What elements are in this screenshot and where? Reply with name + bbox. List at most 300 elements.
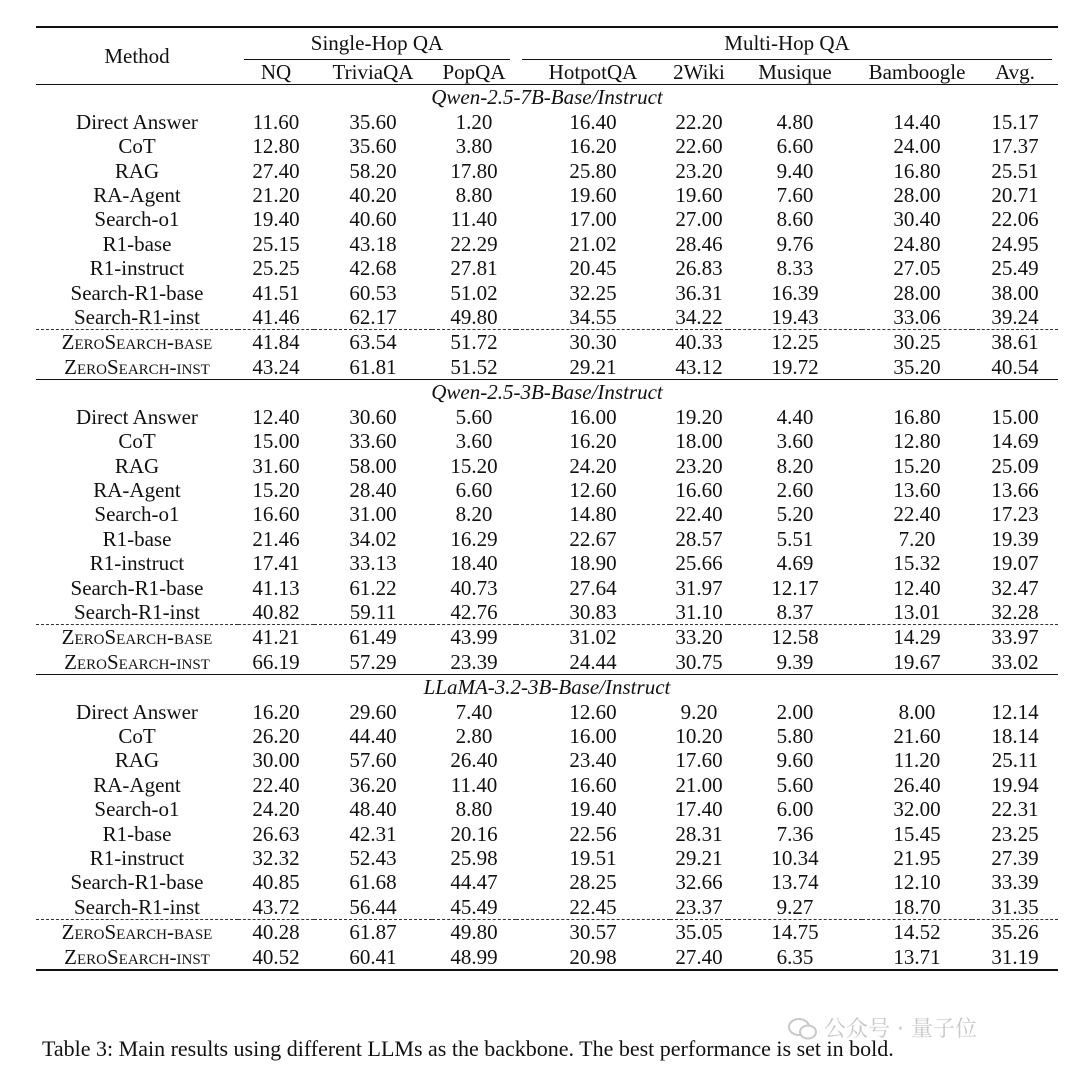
method-name: RAG (114, 748, 160, 773)
score-cell: 4.40 (776, 404, 814, 429)
score-cell: 13.66 (991, 477, 1039, 502)
watermark-text: 公众号 · 量子位 (824, 1017, 977, 1042)
score-cell: 27.64 (569, 575, 617, 600)
score-cell: 11.40 (450, 207, 498, 232)
score-cell: 19.51 (569, 846, 617, 870)
column-header: PopQA (442, 60, 506, 84)
model-group-label: Qwen-2.5-3B-Base/Instruct (431, 380, 663, 405)
score-cell: 16.20 (569, 429, 617, 454)
score-cell: 59.11 (349, 599, 397, 624)
score-cell: 8.37 (776, 599, 814, 624)
table-row (36, 110, 1058, 134)
score-cell: 8.20 (776, 453, 814, 478)
method-name: RAG (114, 158, 160, 183)
score-cell: 9.20 (680, 699, 718, 724)
score-cell: 49.80 (432, 920, 516, 945)
score-cell: 58.00 (349, 453, 397, 478)
score-cell: 24.20 (252, 797, 300, 822)
table-row (36, 920, 1058, 945)
score-cell: 19.40 (252, 207, 300, 232)
score-cell: 41.21 (238, 625, 314, 650)
column-header: 2Wiki (673, 60, 725, 84)
score-cell: 29.21 (675, 846, 723, 870)
score-cell: 60.53 (349, 280, 397, 305)
table-row (36, 822, 1058, 846)
score-cell: 9.76 (776, 231, 814, 256)
score-cell: 10.20 (675, 723, 723, 748)
table-row (36, 650, 1058, 675)
score-cell: 12.10 (893, 870, 941, 895)
score-cell: 27.39 (991, 846, 1039, 870)
model-group-title (36, 380, 1058, 405)
score-cell: 34.02 (349, 526, 397, 551)
table-caption: Table 3: Main results using different LLMs as the backbone. The best performance is set in bold. (42, 1036, 894, 1061)
method-name: R1-instruct (89, 256, 185, 281)
score-cell: 22.20 (675, 109, 723, 134)
score-cell: 40.54 (991, 354, 1039, 379)
score-cell: 51.52 (450, 354, 498, 379)
score-cell: 31.19 (991, 944, 1039, 969)
score-cell: 49.80 (450, 305, 498, 330)
score-cell: 17.37 (991, 134, 1039, 159)
score-cell: 16.60 (569, 772, 617, 797)
score-cell: 18.00 (675, 429, 723, 454)
method-name: CoT (118, 429, 156, 454)
score-cell: 14.29 (862, 625, 972, 650)
score-cell: 24.80 (893, 231, 941, 256)
score-cell: 21.20 (252, 183, 300, 208)
score-cell: 14.52 (862, 920, 972, 945)
score-cell: 33.13 (349, 551, 397, 576)
score-cell: 25.15 (252, 231, 300, 256)
score-cell: 17.60 (675, 748, 723, 773)
score-cell: 19.20 (675, 404, 723, 429)
score-cell: 30.57 (516, 920, 670, 945)
score-cell: 9.40 (776, 158, 814, 183)
score-cell: 20.45 (569, 256, 617, 281)
score-cell: 28.25 (569, 870, 617, 895)
score-cell: 15.45 (893, 821, 941, 846)
method-name: R1-base (102, 821, 172, 846)
score-cell: 57.29 (349, 649, 397, 674)
score-cell: 14.40 (893, 109, 941, 134)
table-row (36, 478, 1058, 502)
score-cell: 12.25 (728, 330, 862, 355)
score-cell: 33.39 (991, 870, 1039, 895)
table-row (36, 159, 1058, 183)
score-cell: 33.97 (972, 625, 1058, 650)
score-cell: 57.60 (349, 748, 397, 773)
score-cell: 16.60 (675, 477, 723, 502)
score-cell: 9.39 (776, 649, 814, 674)
score-cell: 12.40 (252, 404, 300, 429)
score-cell: 22.40 (252, 772, 300, 797)
score-cell: 11.20 (893, 748, 941, 773)
score-cell: 5.51 (776, 526, 814, 551)
table-row (36, 895, 1058, 920)
score-cell: 61.87 (314, 920, 432, 945)
score-cell: 26.83 (675, 256, 723, 281)
score-cell: 30.30 (516, 330, 670, 355)
table-row (36, 502, 1058, 526)
score-cell: 16.00 (569, 723, 617, 748)
score-cell: 44.47 (450, 870, 498, 895)
score-cell: 61.22 (349, 575, 397, 600)
score-cell: 40.20 (349, 183, 397, 208)
score-cell: 44.40 (349, 723, 397, 748)
score-cell: 19.39 (991, 526, 1039, 551)
method-name: RA-Agent (93, 477, 181, 502)
score-cell: 40.28 (238, 920, 314, 945)
score-cell: 19.43 (771, 305, 819, 330)
table-row (36, 625, 1058, 650)
score-cell: 2.60 (776, 477, 814, 502)
method-header: Method (104, 44, 170, 68)
score-cell: 19.07 (991, 551, 1039, 576)
score-cell: 5.60 (776, 772, 814, 797)
method-name: R1-instruct (89, 551, 185, 576)
score-cell: 16.20 (252, 699, 300, 724)
score-cell: 25.09 (991, 453, 1039, 478)
score-cell: 35.60 (349, 109, 397, 134)
score-cell: 12.60 (569, 477, 617, 502)
score-cell: 6.60 (776, 134, 814, 159)
score-cell: 25.49 (991, 256, 1039, 281)
score-cell: 41.13 (252, 575, 300, 600)
method-name: ZeroSearch-base (36, 920, 238, 945)
score-cell: 35.26 (972, 920, 1058, 945)
score-cell: 58.20 (349, 158, 397, 183)
table-row (36, 305, 1058, 330)
method-name: Search-R1-inst (74, 894, 200, 919)
score-cell: 28.31 (675, 821, 723, 846)
method-name: Search-o1 (94, 797, 180, 822)
score-cell: 27.40 (675, 944, 723, 969)
score-cell: 43.12 (675, 354, 723, 379)
score-cell: 43.18 (349, 231, 397, 256)
method-name: Search-R1-inst (74, 305, 200, 330)
score-cell: 19.60 (675, 183, 723, 208)
score-cell: 19.40 (569, 797, 617, 822)
score-cell: 41.51 (252, 280, 300, 305)
model-group-title (36, 675, 1058, 700)
score-cell: 1.20 (455, 109, 493, 134)
score-cell: 2.00 (776, 699, 814, 724)
table-header (36, 27, 1058, 85)
score-cell: 15.32 (893, 551, 941, 576)
score-cell: 11.60 (252, 109, 300, 134)
table-row (36, 256, 1058, 280)
score-cell: 31.60 (252, 453, 300, 478)
column-header: HotpotQA (548, 60, 638, 84)
score-cell: 32.32 (252, 846, 300, 870)
score-cell: 7.40 (455, 699, 493, 724)
score-cell: 31.00 (349, 502, 397, 527)
method-name: Search-o1 (94, 207, 180, 232)
score-cell: 21.46 (252, 526, 300, 551)
score-cell: 24.20 (569, 453, 617, 478)
score-cell: 13.01 (893, 599, 941, 624)
score-cell: 16.80 (893, 158, 941, 183)
score-cell: 31.35 (991, 894, 1039, 919)
score-cell: 19.72 (771, 354, 819, 379)
score-cell: 48.99 (450, 944, 498, 969)
score-cell: 34.55 (569, 305, 617, 330)
table-row (36, 846, 1058, 870)
method-name: ZeroSearch-base (36, 625, 238, 650)
table-row (36, 429, 1058, 453)
score-cell: 23.40 (569, 748, 617, 773)
score-cell: 18.14 (991, 723, 1039, 748)
score-cell: 66.19 (252, 649, 300, 674)
score-cell: 26.20 (252, 723, 300, 748)
score-cell: 36.31 (675, 280, 723, 305)
results-table (36, 26, 1058, 971)
score-cell: 61.81 (349, 354, 397, 379)
score-cell: 30.40 (893, 207, 941, 232)
score-cell: 3.80 (455, 134, 493, 159)
score-cell: 40.60 (349, 207, 397, 232)
score-cell: 9.60 (776, 748, 814, 773)
score-cell: 20.71 (991, 183, 1039, 208)
table-row (36, 134, 1058, 158)
score-cell: 32.00 (893, 797, 941, 822)
table-row (36, 207, 1058, 231)
score-cell: 27.81 (450, 256, 498, 281)
score-cell: 60.41 (349, 944, 397, 969)
score-cell: 17.80 (450, 158, 498, 183)
score-cell: 30.60 (349, 404, 397, 429)
score-cell: 19.60 (569, 183, 617, 208)
score-cell: 32.28 (991, 599, 1039, 624)
method-name: RA-Agent (93, 183, 181, 208)
table-row (36, 281, 1058, 305)
method-name: Direct Answer (76, 109, 198, 134)
score-cell: 24.95 (991, 231, 1039, 256)
method-name: R1-base (102, 526, 172, 551)
score-cell: 5.20 (776, 502, 814, 527)
score-cell: 25.98 (450, 846, 498, 870)
score-cell: 63.54 (314, 330, 432, 355)
score-cell: 23.20 (675, 158, 723, 183)
score-cell: 41.46 (252, 305, 300, 330)
table-row (36, 870, 1058, 894)
score-cell: 12.14 (991, 699, 1039, 724)
table-row (36, 527, 1058, 551)
score-cell: 20.98 (569, 944, 617, 969)
score-cell: 30.83 (569, 599, 617, 624)
score-cell: 15.00 (252, 429, 300, 454)
score-cell: 19.67 (893, 649, 941, 674)
score-cell: 3.60 (455, 429, 493, 454)
score-cell: 26.40 (450, 748, 498, 773)
score-cell: 43.99 (432, 625, 516, 650)
table-row (36, 454, 1058, 478)
score-cell: 27.00 (675, 207, 723, 232)
score-cell: 8.60 (776, 207, 814, 232)
score-cell: 26.40 (893, 772, 941, 797)
score-cell: 52.43 (349, 846, 397, 870)
score-cell: 38.61 (972, 330, 1058, 355)
score-cell: 23.37 (675, 894, 723, 919)
score-cell: 23.20 (675, 453, 723, 478)
score-cell: 40.85 (252, 870, 300, 895)
score-cell: 3.60 (776, 429, 814, 454)
table-row (36, 797, 1058, 821)
score-cell: 22.40 (675, 502, 723, 527)
score-cell: 22.40 (893, 502, 941, 527)
score-cell: 13.60 (893, 477, 941, 502)
column-header: NQ (260, 60, 292, 84)
score-cell: 19.94 (991, 772, 1039, 797)
score-cell: 33.06 (893, 305, 941, 330)
score-cell: 16.29 (450, 526, 498, 551)
table-row (36, 183, 1058, 207)
score-cell: 4.80 (776, 109, 814, 134)
score-cell: 22.60 (675, 134, 723, 159)
method-name: ZeroSearch-inst (64, 944, 210, 969)
score-cell: 7.60 (776, 183, 814, 208)
score-cell: 40.33 (670, 330, 728, 355)
method-name: ZeroSearch-base (36, 330, 238, 355)
score-cell: 2.80 (455, 723, 493, 748)
table-row (36, 551, 1058, 575)
score-cell: 23.25 (991, 821, 1039, 846)
score-cell: 14.80 (569, 502, 617, 527)
score-cell: 22.67 (569, 526, 617, 551)
table-body (36, 85, 1058, 970)
score-cell: 5.80 (776, 723, 814, 748)
score-cell: 42.76 (450, 599, 498, 624)
score-cell: 12.60 (569, 699, 617, 724)
score-cell: 8.80 (455, 797, 493, 822)
score-cell: 51.02 (450, 280, 498, 305)
method-name: Search-R1-base (70, 870, 204, 895)
score-cell: 22.31 (991, 797, 1039, 822)
method-name: R1-base (102, 231, 172, 256)
table-row (36, 600, 1058, 625)
score-cell: 15.00 (991, 404, 1039, 429)
score-cell: 31.97 (675, 575, 723, 600)
score-cell: 12.80 (252, 134, 300, 159)
score-cell: 51.72 (432, 330, 516, 355)
score-cell: 12.58 (728, 625, 862, 650)
score-cell: 62.17 (349, 305, 397, 330)
model-group-title (36, 85, 1058, 110)
score-cell: 16.39 (771, 280, 819, 305)
column-header: Avg. (995, 60, 1035, 84)
score-cell: 29.21 (569, 354, 617, 379)
score-cell: 8.33 (776, 256, 814, 281)
score-cell: 33.60 (349, 429, 397, 454)
score-cell: 22.06 (991, 207, 1039, 232)
score-cell: 31.10 (675, 599, 723, 624)
score-cell: 6.00 (776, 797, 814, 822)
score-cell: 16.00 (569, 404, 617, 429)
score-cell: 17.40 (675, 797, 723, 822)
score-cell: 39.24 (991, 305, 1039, 330)
model-group-label: Qwen-2.5-7B-Base/Instruct (431, 85, 663, 110)
table-row (36, 355, 1058, 380)
score-cell: 9.27 (776, 894, 814, 919)
method-name: RA-Agent (93, 772, 181, 797)
method-name: Direct Answer (76, 699, 198, 724)
score-cell: 13.71 (893, 944, 941, 969)
score-cell: 18.70 (893, 894, 941, 919)
score-cell: 16.80 (893, 404, 941, 429)
score-cell: 38.00 (991, 280, 1039, 305)
score-cell: 8.80 (455, 183, 493, 208)
model-group-label: LLaMA-3.2-3B-Base/Instruct (423, 675, 671, 700)
table-row (36, 232, 1058, 256)
score-cell: 34.22 (675, 305, 723, 330)
score-cell: 10.34 (771, 846, 819, 870)
method-name: RAG (114, 453, 160, 478)
score-cell: 12.80 (893, 429, 941, 454)
score-cell: 24.00 (893, 134, 941, 159)
score-cell: 23.39 (450, 649, 498, 674)
score-cell: 12.40 (893, 575, 941, 600)
score-cell: 40.52 (252, 944, 300, 969)
score-cell: 5.60 (455, 404, 493, 429)
score-cell: 48.40 (349, 797, 397, 822)
score-cell: 28.00 (893, 280, 941, 305)
score-cell: 28.40 (349, 477, 397, 502)
score-cell: 25.80 (569, 158, 617, 183)
score-cell: 61.49 (314, 625, 432, 650)
score-cell: 33.20 (670, 625, 728, 650)
score-cell: 25.25 (252, 256, 300, 281)
score-cell: 15.20 (893, 453, 941, 478)
method-name: Search-o1 (94, 502, 180, 527)
score-cell: 8.00 (898, 699, 936, 724)
score-cell: 31.02 (516, 625, 670, 650)
score-cell: 15.17 (991, 109, 1039, 134)
column-header: Bamboogle (868, 60, 966, 84)
score-cell: 16.40 (569, 109, 617, 134)
score-cell: 17.23 (991, 502, 1039, 527)
score-cell: 12.17 (771, 575, 819, 600)
table-row (36, 748, 1058, 772)
score-cell: 16.60 (252, 502, 300, 527)
table-row (36, 330, 1058, 355)
score-cell: 30.75 (675, 649, 723, 674)
table-row (36, 700, 1058, 724)
score-cell: 18.90 (569, 551, 617, 576)
score-cell: 28.00 (893, 183, 941, 208)
score-cell: 42.31 (349, 821, 397, 846)
score-cell: 7.36 (776, 821, 814, 846)
score-cell: 6.60 (455, 477, 493, 502)
score-cell: 15.20 (252, 477, 300, 502)
score-cell: 28.57 (675, 526, 723, 551)
column-header: Musique (758, 60, 832, 84)
score-cell: 4.69 (776, 551, 814, 576)
score-cell: 21.95 (893, 846, 941, 870)
method-name: ZeroSearch-inst (64, 649, 210, 674)
score-cell: 28.46 (675, 231, 723, 256)
score-cell: 40.82 (252, 599, 300, 624)
method-name: R1-instruct (89, 846, 185, 870)
score-cell: 16.20 (569, 134, 617, 159)
score-cell: 14.69 (991, 429, 1039, 454)
score-cell: 24.44 (569, 649, 617, 674)
score-cell: 17.00 (569, 207, 617, 232)
method-name: CoT (118, 134, 156, 159)
score-cell: 21.02 (569, 231, 617, 256)
score-cell: 32.47 (991, 575, 1039, 600)
score-cell: 30.25 (862, 330, 972, 355)
